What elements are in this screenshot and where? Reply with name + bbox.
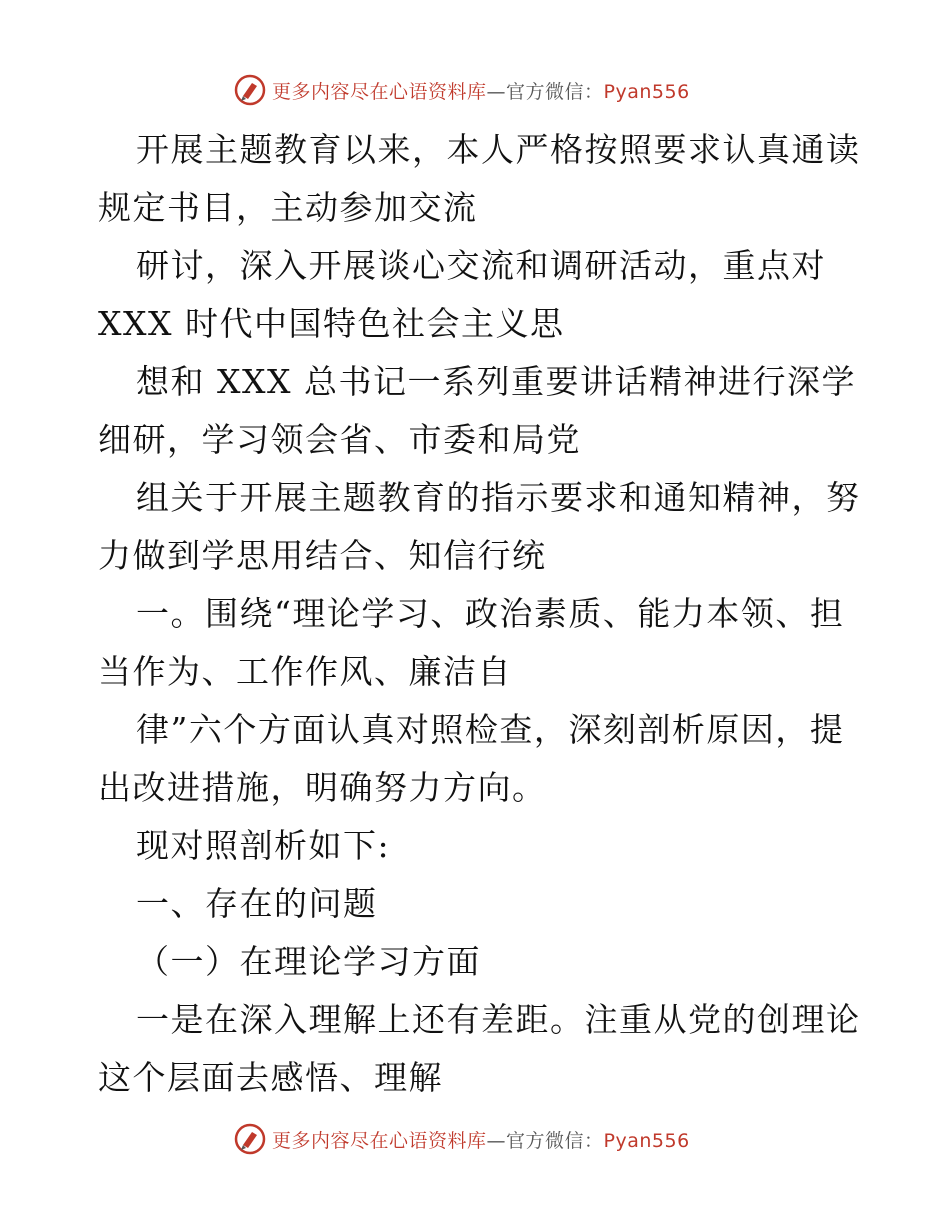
text-line: 组关于开展主题教育的指示要求和通知精神，努 <box>136 478 861 517</box>
text-line: 当作为、工作作风、廉洁自 <box>98 652 512 691</box>
text-line: 一是在深入理解上还有差距。注重从党的创理论 <box>136 1000 861 1039</box>
logo-icon <box>234 1123 266 1155</box>
header-watermark-banner <box>234 72 754 108</box>
text-line: 现对照剖析如下: <box>136 826 391 865</box>
logo-icon <box>234 74 266 106</box>
text-line: 出改进措施，明确努力方向。 <box>98 768 547 807</box>
header-wechat-id: Pyan556 <box>603 80 690 103</box>
header-wechat-label: 官方微信： <box>506 80 604 103</box>
text-line: 一。围绕“理论学习、政治素质、能力本领、担 <box>136 594 845 633</box>
text-line: 开展主题教育以来，本人严格按照要求认真通读 <box>136 130 861 169</box>
document-body <box>98 121 868 1107</box>
text-line: 细研，学习领会省、市委和局党 <box>98 420 581 459</box>
footer-wechat-id: Pyan556 <box>603 1129 690 1152</box>
text-line: 律”六个方面认真对照检查，深刻剖析原因，提 <box>136 710 845 749</box>
text-line: （一）在理论学习方面 <box>136 942 481 981</box>
text-line: 这个层面去感悟、理解 <box>98 1058 443 1097</box>
text-line: 规定书目，主动参加交流 <box>98 188 478 227</box>
text-line: 力做到学思用结合、知信行统 <box>98 536 547 575</box>
footer-wechat-label: 官方微信： <box>506 1129 604 1152</box>
text-line: 一、存在的问题 <box>136 884 378 923</box>
header-site-text: 更多内容尽在心语资料库 <box>272 80 487 103</box>
footer-watermark-banner <box>234 1121 754 1157</box>
text-line: 研讨，深入开展谈心交流和调研活动，重点对 <box>136 246 826 285</box>
footer-separator: — <box>486 1129 507 1152</box>
footer-site-text: 更多内容尽在心语资料库 <box>272 1129 487 1152</box>
header-separator: — <box>486 80 507 103</box>
text-line: 想和 XXX 总书记一系列重要讲话精神进行深学 <box>136 362 856 401</box>
text-line: XXX 时代中国特色社会主义思 <box>98 304 565 343</box>
